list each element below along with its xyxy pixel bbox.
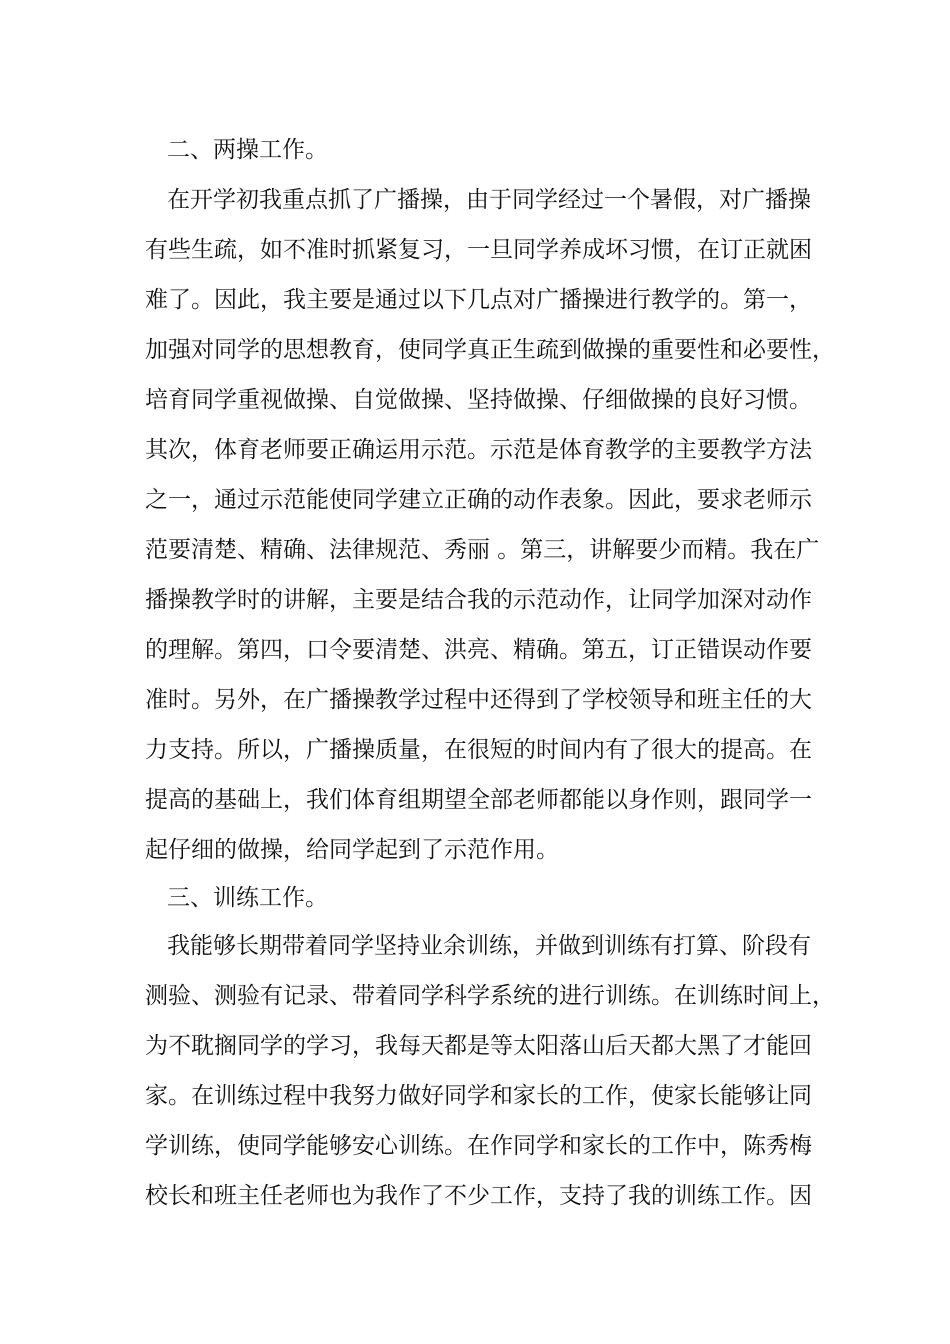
section-heading-two-exercises: 二、两操工作。 xyxy=(167,137,328,163)
paragraph-line: 准时。另外，在广播操教学过程中还得到了学校领导和班主任的大 xyxy=(145,687,812,713)
paragraph-line: 学训练，使同学能够安心训练。在作同学和家长的工作中，陈秀梅 xyxy=(145,1133,812,1159)
paragraph-line: 范要清楚、精确、法律规范、秀丽 。第三，讲解要少而精。我在广 xyxy=(145,537,820,563)
paragraph-line: 之一，通过示范能使同学建立正确的动作表象。因此，要求老师示 xyxy=(145,487,812,513)
paragraph-line: 加强对同学的思想教育，使同学真正生疏到做操的重要性和必要性， xyxy=(145,337,835,363)
paragraph-line: 播操教学时的讲解，主要是结合我的示范动作，让同学加深对动作 xyxy=(145,587,812,613)
paragraph-line: 培育同学重视做操、自觉做操、坚持做操、仔细做操的良好习惯。 xyxy=(145,387,812,413)
paragraph-line: 测验、测验有记录、带着同学科学系统的进行训练。在训练时间上， xyxy=(145,983,835,1009)
section-heading-training: 三、训练工作。 xyxy=(167,885,328,911)
paragraph-line: 有些生疏，如不准时抓紧复习，一旦同学养成坏习惯，在订正就困 xyxy=(145,237,812,263)
paragraph-line: 提高的基础上，我们体育组期望全部老师都能以身作则，跟同学一 xyxy=(145,787,812,813)
paragraph-line: 其次，体育老师要正确运用示范。示范是体育教学的主要教学方法 xyxy=(145,437,812,463)
paragraph-line: 我能够长期带着同学坚持业余训练，并做到训练有打算、阶段有 xyxy=(167,933,811,959)
paragraph-line: 家。在训练过程中我努力做好同学和家长的工作，使家长能够让同 xyxy=(145,1083,812,1109)
paragraph-line: 力支持。所以，广播操质量，在很短的时间内有了很大的提高。在 xyxy=(145,737,812,763)
paragraph-line: 为不耽搁同学的学习，我每天都是等太阳落山后天都大黑了才能回 xyxy=(145,1033,812,1059)
paragraph-line: 的理解。第四，口令要清楚、洪亮、精确。第五，订正错误动作要 xyxy=(145,637,812,663)
paragraph-line: 起仔细的做操，给同学起到了示范作用。 xyxy=(145,837,559,863)
paragraph-line: 难了。因此，我主要是通过以下几点对广播操进行教学的。第一， xyxy=(145,287,812,313)
paragraph-line: 在开学初我重点抓了广播操，由于同学经过一个暑假，对广播操 xyxy=(167,187,811,213)
paragraph-line: 校长和班主任老师也为我作了不少工作，支持了我的训练工作。因 xyxy=(145,1183,812,1209)
